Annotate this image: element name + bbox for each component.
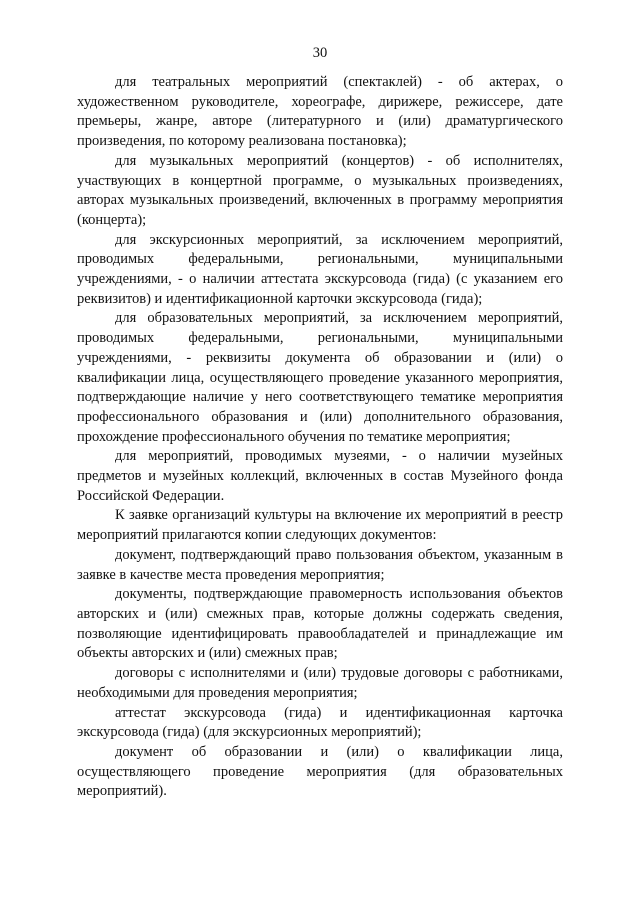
paragraph-educational-events: для образовательных мероприятий, за исключением мероприятий, проводимых федеральными, региональными, муниципальными учреждениями, - реквизиты документа об образовании и (или) о квалификации лица, осуществляющего проведение указанного мероприятия, подтверждающие наличие у него соответствующего тематике мероприятия профессионального образования и (или) дополнительного образования, прохождение профессионального обучения по тематике мероприятия;: [77, 310, 563, 445]
paragraph-copyright-documents: документы, подтверждающие правомерность использования объектов авторских и (или) смежных прав, которые должны содержать сведения, позволяющие идентифицировать правообладателей и принадлежащие им объекты авторских и (или) смежных прав;: [77, 586, 563, 662]
paragraph-application-attachments: К заявке организаций культуры на включение их мероприятий в реестр мероприятий прилагаются копии следующих документов:: [77, 507, 563, 544]
paragraph-theatre-events: для театральных мероприятий (спектаклей) - об актерах, о художественном руководителе, хореографе, дирижере, режиссере, дате премьеры, жанре, авторе (литературного и (или) драматургического произведения, по которому реализована постановка);: [77, 74, 563, 150]
page-number: 30: [312, 45, 328, 61]
paragraph-education-document: документ об образовании и (или) о квалификации лица, осуществляющего проведение мероприятия (для образовательных мероприятий).: [77, 743, 563, 800]
paragraph-excursion-events: для экскурсионных мероприятий, за исключением мероприятий, проводимых федеральными, региональными, муниципальными учреждениями, - о наличии аттестата экскурсовода (гида) (с указанием его реквизитов) и идентификационной карточки экскурсовода (гида);: [77, 231, 563, 307]
paragraph-music-events: для музыкальных мероприятий (концертов) - об исполнителях, участвующих в концертной программе, о музыкальных произведениях, авторах музыкальных произведений, включенных в программу мероприятия (концерта);: [77, 152, 563, 228]
paragraph-guide-certificate: аттестат экскурсовода (гида) и идентификационная карточка экскурсовода (гида) (для экскурсионных мероприятий);: [77, 704, 563, 741]
document-body: [77, 73, 563, 802]
paragraph-museum-events: для мероприятий, проводимых музеями, - о наличии музейных предметов и музейных коллекций, включенных в состав Музейного фонда Российской Федерации.: [77, 448, 563, 504]
paragraph-performer-contracts: договоры с исполнителями и (или) трудовые договоры с работниками, необходимыми для проведения мероприятия;: [77, 665, 563, 701]
paragraph-venue-right-document: документ, подтверждающий право пользования объектом, указанным в заявке в качестве места проведения мероприятия;: [77, 546, 563, 583]
